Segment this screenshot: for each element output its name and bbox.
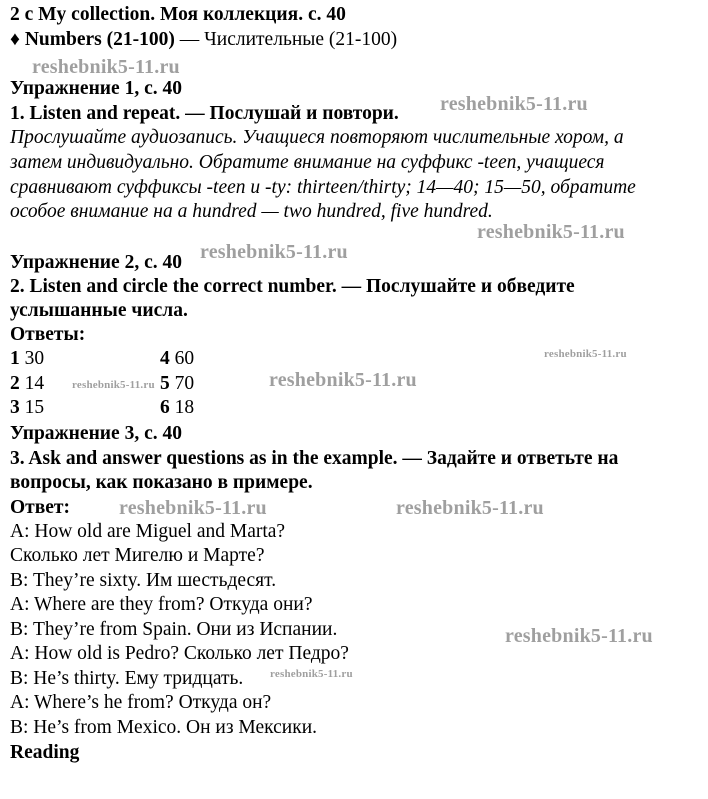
watermark: reshebnik5-11.ru — [72, 379, 155, 391]
answer-item: 1 30 — [10, 348, 45, 369]
topic-line — [10, 28, 397, 52]
watermark: reshebnik5-11.ru — [396, 497, 544, 519]
watermark: reshebnik5-11.ru — [119, 497, 267, 519]
watermark: reshebnik5-11.ru — [544, 348, 627, 360]
topic-bold: ♦ Numbers (21-100) — [10, 29, 175, 50]
watermark: reshebnik5-11.ru — [269, 369, 417, 391]
ex2-task-line1: 2. Listen and circle the correct number. — Послушайте и обведите — [10, 276, 575, 297]
watermark: reshebnik5-11.ru — [440, 93, 588, 115]
ex3-task-line1: 3. Ask and answer questions as in the example. — Задайте и ответьте на — [10, 448, 619, 469]
ex3-heading: Упражнение 3, с. 40 — [10, 423, 182, 444]
ex2-task-line2: услышанные числа. — [10, 300, 188, 321]
watermark: reshebnik5-11.ru — [505, 625, 653, 647]
answer-item: 4 60 — [160, 348, 195, 369]
dialogue-line: B: They’re from Spain. Они из Испании. — [10, 619, 338, 640]
topic-rest: — Числительные (21-100) — [174, 29, 398, 50]
ex2-heading: Упражнение 2, с. 40 — [10, 252, 182, 273]
ex1-desc-line: особое внимание на a hundred — two hundred, five hundred. — [10, 201, 493, 222]
next-section-heading: Reading — [10, 742, 80, 763]
dialogue-line: A: Where are they from? Откуда они? — [10, 594, 313, 615]
ex1-heading: Упражнение 1, с. 40 — [10, 78, 182, 99]
ex1-desc-line: сравнивают суффиксы -teen и -ty: thirteen/thirty; 14—40; 15—50, обратите — [10, 177, 636, 198]
ex1-desc-line: затем индивидуально. Обратите внимание на суффикс -teen, учащиеся — [10, 152, 605, 173]
dialogue-line: Сколько лет Мигелю и Марте? — [10, 545, 265, 566]
ex3-task-line2: вопросы, как показано в примере. — [10, 472, 313, 493]
ex3-answer-label: Ответ: — [10, 497, 71, 518]
watermark: reshebnik5-11.ru — [477, 221, 625, 243]
answer-item: 2 14 — [10, 373, 45, 394]
ex1-desc-line: Прослушайте аудиозапись. Учащиеся повторяют числительные хором, а — [10, 127, 624, 148]
dialogue-line: B: They’re sixty. Им шестьдесят. — [10, 570, 277, 591]
watermark: reshebnik5-11.ru — [270, 668, 353, 680]
dialogue-line: A: How old are Miguel and Marta? — [10, 521, 286, 542]
dialogue-line: B: He’s from Mexico. Он из Мексики. — [10, 717, 318, 738]
answer-item: 3 15 — [10, 397, 45, 418]
ex1-task: 1. Listen and repeat. — Послушай и повтори. — [10, 103, 399, 124]
section-title: 2 c My collection. Моя коллекция. с. 40 — [10, 4, 346, 25]
dialogue-line: B: He’s thirty. Ему тридцать. — [10, 668, 244, 689]
answer-item: 6 18 — [160, 397, 195, 418]
watermark: reshebnik5-11.ru — [32, 56, 180, 78]
dialogue-line: A: Where’s he from? Откуда он? — [10, 692, 272, 713]
dialogue-line: A: How old is Pedro? Сколько лет Педро? — [10, 643, 349, 664]
answer-item: 5 70 — [160, 373, 195, 394]
watermark: reshebnik5-11.ru — [200, 241, 348, 263]
ex2-answers-label: Ответы: — [10, 324, 86, 345]
